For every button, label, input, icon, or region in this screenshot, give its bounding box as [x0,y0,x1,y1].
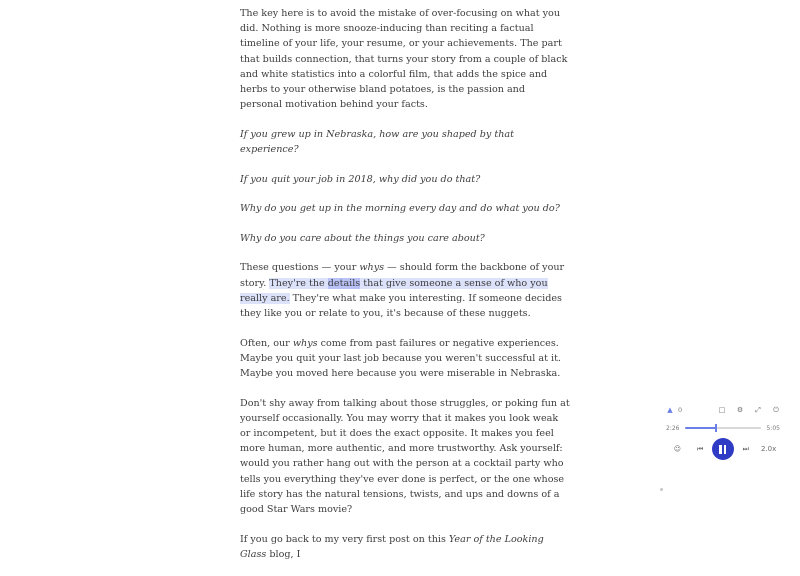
player-top-bar [666,403,780,417]
collapse-icon[interactable]: ⤢ [755,406,761,414]
article-body [240,6,570,576]
streak-count: 0 [678,406,683,414]
progress-row [666,423,780,433]
paragraph: The key here is to avoid the mistake of over-focusing on what you did. Nothing is more snooze-inducing than reciting a factual timeline of your life, your resume, or your achievements. The part that builds connection, that turns your story from a couple of black and white statistics into a colorful film, that adds the spice and herbs to your otherwise bland potatoes, is the passion and personal motivation behind your facts. [240,8,568,111]
remaining-time: 5:05 [766,424,780,432]
player-controls [666,437,780,461]
paragraph: If you go back to my very first post on this Year of the Looking Glass blog, I [240,533,544,560]
paragraph: Often, our whys come from past failures or negative experiences. Maybe you quit your last job because you weren't successful at it. Maybe you moved here because you were miserable in Nebraska. [240,337,561,379]
speed-button[interactable]: 2.0x [760,445,777,453]
skip-back-icon[interactable]: ⏮ [697,445,704,453]
question: Why do you get up in the morning every day and do what you do? [240,203,560,215]
paragraph-highlighted: These questions — your whys — should form the backbone of your story. They're the details that give someone a sense of who you really are. They're what make you interesting. If someone decides they like you or relate to you, it's because of these nuggets. [240,262,565,319]
progress-knob[interactable] [715,424,717,432]
paragraph: Don't shy away from talking about those struggles, or poking fun at yourself occasionally. You may worry that it makes you look weak or incompetent, but it does the exact opposite. It makes you feel more human, more authentic, and more trustworthy. Ask yourself: would you rather hang out with the person at a cocktail party who tells you everything they've ever done is perfect, or the one whose life story has the natural tensions, twists, and ups and downs of a good Star Wars movie? [240,397,570,516]
elapsed-time: 2:26 [666,424,680,432]
audio-player [660,399,786,469]
skip-forward-icon[interactable]: ⏭ [742,445,749,453]
pause-icon [719,445,726,454]
progress-fill [685,427,716,429]
question: If you grew up in Nebraska, how are you shaped by that experience? [240,128,514,156]
voice-icon[interactable]: ☺ [673,445,682,453]
pause-button[interactable] [712,438,734,460]
flame-icon[interactable]: ▲ [667,406,673,414]
power-icon[interactable]: ⏻ [773,406,779,414]
question: If you quit your job in 2018, why did you do that? [240,173,481,185]
progress-slider[interactable] [685,427,760,429]
question: Why do you care about the things you care about? [240,232,485,244]
reading-highlight: They're the details that give someone a sense of who you really are. [240,277,548,304]
resize-handle[interactable] [660,488,663,491]
settings-icon[interactable]: ⚙ [736,406,744,414]
bookmark-icon[interactable]: □ [718,406,726,414]
current-word-highlight: details [327,277,361,289]
